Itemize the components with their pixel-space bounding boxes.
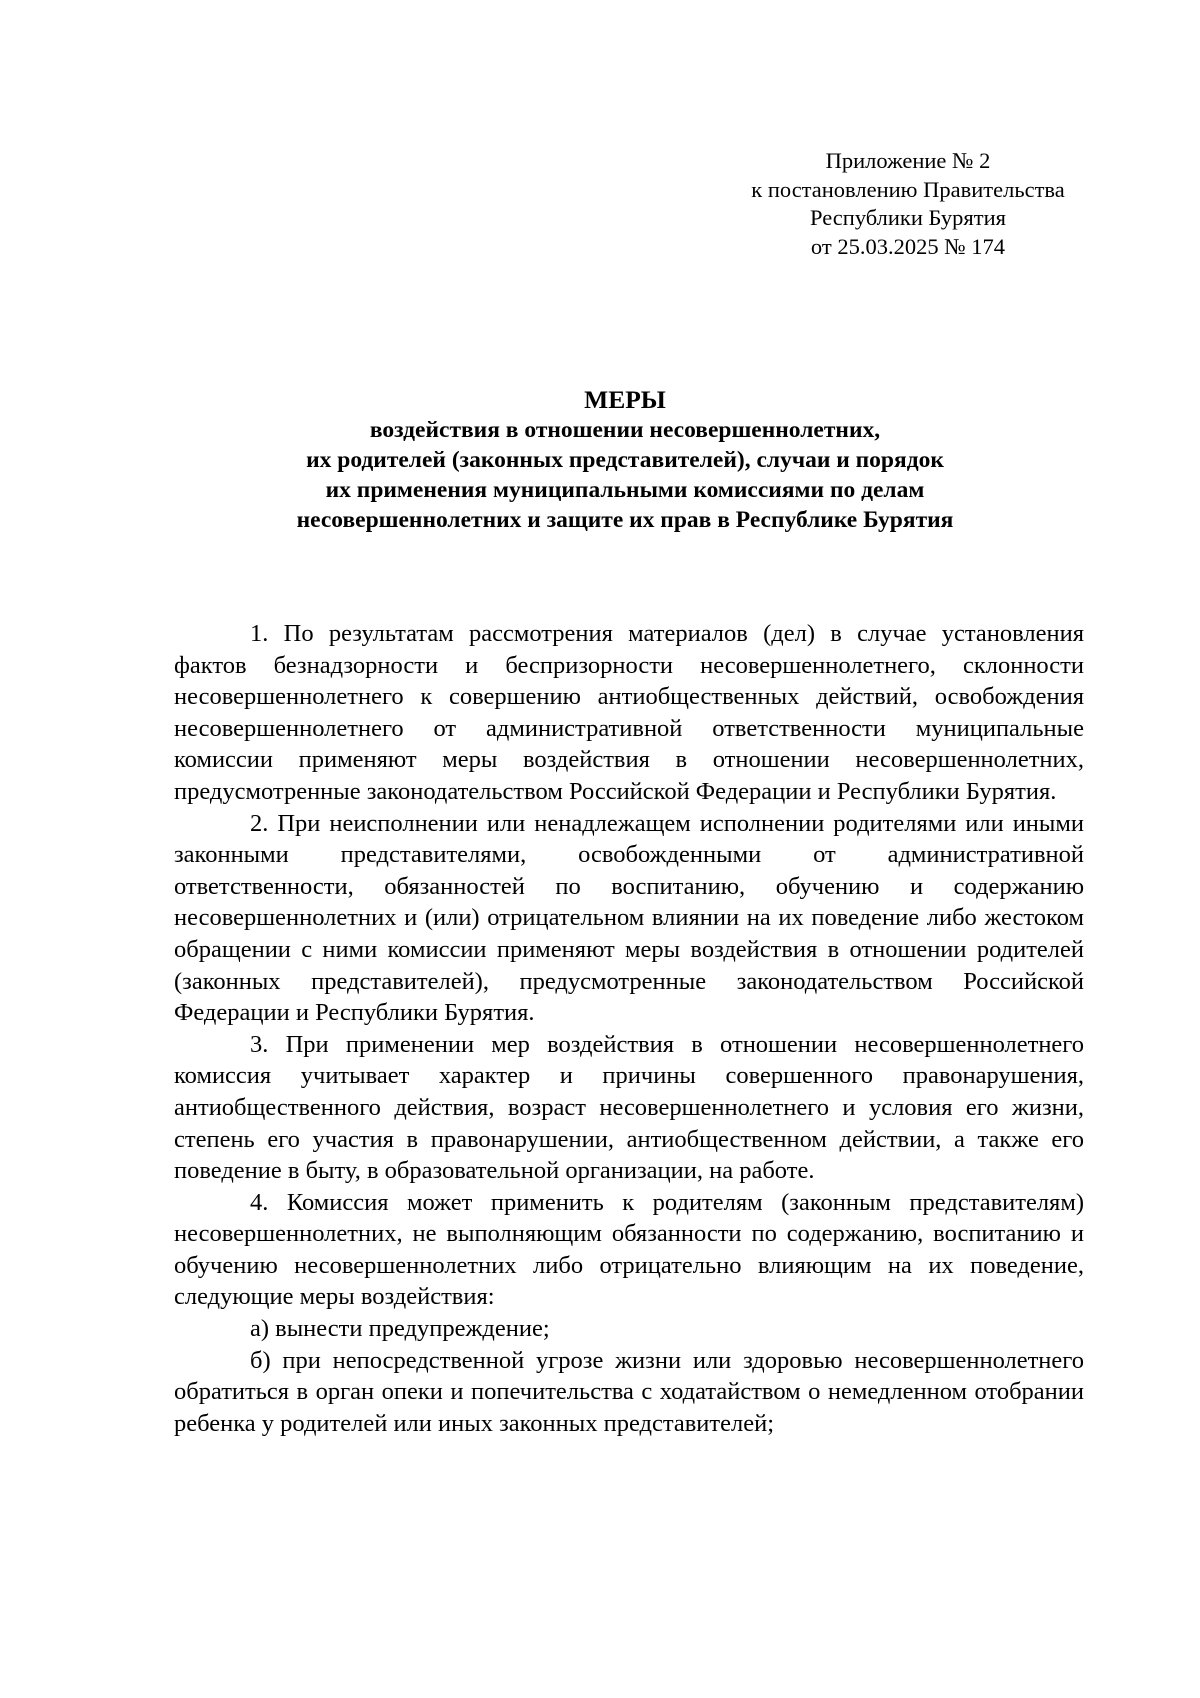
title-line: их родителей (законных представителей), случаи и порядок: [306, 447, 944, 473]
document-body: [174, 618, 1084, 1439]
title-line: их применения муниципальными комиссиями по делам: [325, 477, 925, 503]
appendix-line: Приложение № 2: [825, 148, 991, 173]
appendix-line: Республики Бурятия: [810, 205, 1006, 230]
paragraph-2: 2. При неисполнении или ненадлежащем исполнении родителями или иными законными представителями, освобожденными от административной ответственности, обязанностей по воспитанию, обучению и содержанию несовершеннолетних и (или) отрицательном влиянии на их поведение либо жестоком обращении с ними комиссии применяют меры воздействия в отношении родителей (законных представителей), предусмотренные законодательством Российской Федерации и Республики Бурятия.: [174, 809, 1084, 1027]
title-line: несовершеннолетних и защите их прав в Республике Бурятия: [296, 507, 954, 533]
appendix-line: от 25.03.2025 № 174: [810, 233, 1006, 259]
document-title: [150, 384, 1100, 535]
title-main: МЕРЫ: [584, 385, 666, 414]
paragraph-3: 3. При применении мер воздействия в отношении несовершеннолетнего комиссия учитывает характер и причины совершенного правонарушения, антиобщественного действия, возраст несовершеннолетнего и условия его жизни, степень его участия в правонарушении, антиобщественном действии, а также его поведение в быту, в образовательной организации, на работе.: [174, 1030, 1084, 1185]
paragraph-4b: б) при непосредственной угрозе жизни или здоровью несовершеннолетнего обратиться в орган опеки и попечительства с ходатайством о немедленном отобрании ребенка у родителей или иных законных представителей;: [174, 1346, 1084, 1437]
paragraph-4a: а) вынести предупреждение;: [250, 1315, 550, 1343]
paragraph-1: 1. По результатам рассмотрения материалов (дел) в случае установления фактов безнадзорности и беспризорности несовершеннолетнего, склонности несовершеннолетнего к совершению антиобщественных действий, освобождения несовершеннолетнего от административной ответственности муниципальные комиссии применяют меры воздействия в отношении несовершеннолетних, предусмотренные законодательством Российской Федерации и Республики Бурятия.: [174, 620, 1084, 805]
paragraph-4: 4. Комиссия может применить к родителям (законным представителям) несовершеннолетних, не выполняющим обязанности по содержанию, воспитанию и обучению несовершеннолетних либо отрицательно влияющим на их поведение, следующие меры воздействия:: [174, 1188, 1084, 1311]
appendix-header: [738, 147, 1078, 261]
appendix-line: к постановлению Правительства: [751, 176, 1065, 202]
title-line: воздействия в отношении несовершеннолетних,: [369, 417, 881, 443]
